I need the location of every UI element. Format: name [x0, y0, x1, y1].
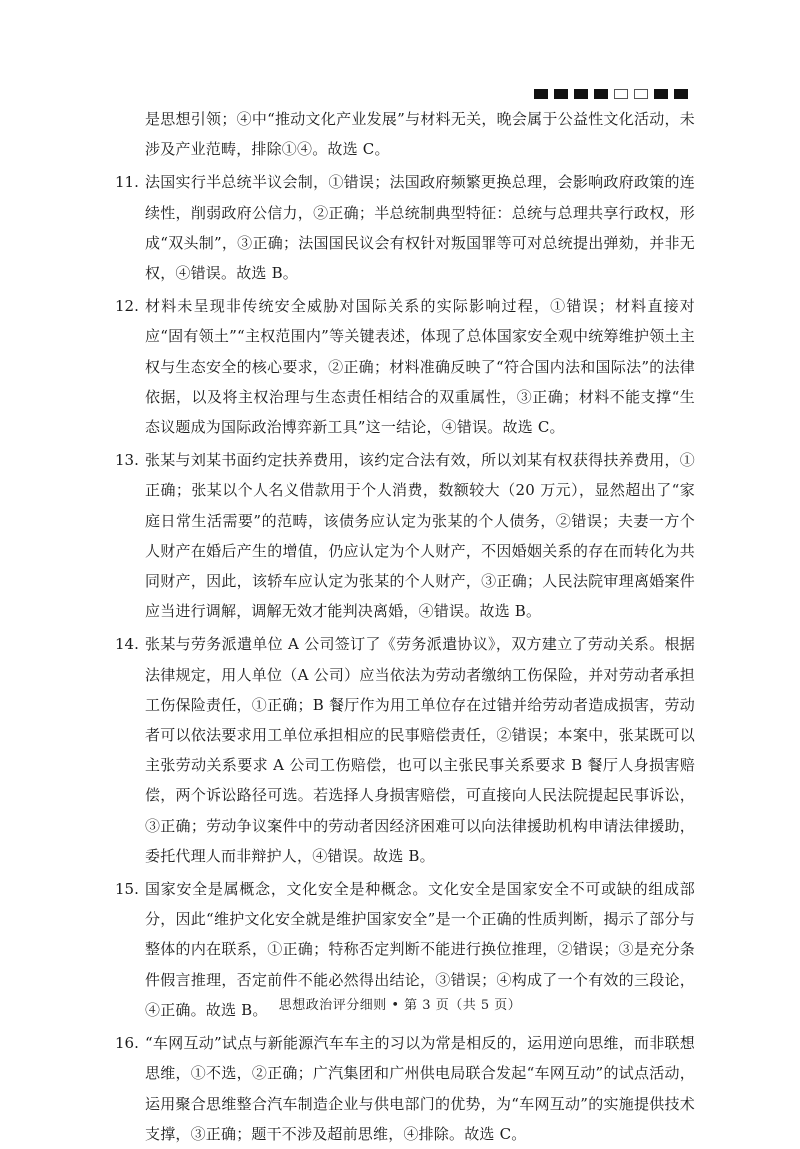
item-text: 材料未呈现非传统安全威胁对国际关系的实际影响过程，①错误；材料直接对应“固有领土”“主权范围内”等关键表述，体现了总体国家安全观中统筹维护领土主权与生态安全的核心要求，②正确；材料准确反映了“符合国内法和国际法”的法律依据，以及将主权治理与生态责任相结合的双重属性，③正确；材料不能支撑“生态议题成为国际政治博弈新工具”这一结论，④错误。故选 C。 — [145, 297, 695, 437]
document-content — [115, 104, 695, 1149]
answer-item-11 — [115, 167, 695, 288]
filled-square-mark — [554, 89, 568, 99]
item-text: “车网互动”试点与新能源汽车车主的习以为常是相反的，运用逆向思维，而非联想思维，①不选，②正确；广汽集团和广州供电局联合发起“车网互动”的试点活动，运用聚合思维整合汽车制造企业与供电部门的优势，为“车网互动”的实施提供技术支撑，③正确；题干不涉及超前思维，④排除。故选 C。 — [145, 1034, 695, 1143]
empty-square-mark — [614, 89, 628, 99]
filled-square-mark — [654, 89, 668, 99]
continuation-paragraph: 是思想引领；④中“推动文化产业发展”与材料无关，晚会属于公益性文化活动，未涉及产业范畴，排除①④。故选 C。 — [145, 110, 695, 159]
item-number: 15. — [115, 880, 139, 899]
filled-square-mark — [594, 89, 608, 99]
answer-item-14 — [115, 629, 695, 871]
page-footer: 思想政治评分细则 • 第 3 页（共 5 页） — [278, 998, 522, 1013]
item-text: 国家安全是属概念，文化安全是种概念。文化安全是国家安全不可或缺的组成部分，因此“维护文化安全就是维护国家安全”是一个正确的性质判断，揭示了部分与整体的内在联系，①正确；特称否定判断不能进行换位推理，②错误；③是充分条件假言推理，否定前件不能必然得出结论，③错误；④构成了一个有效的三段论，④正确。故选 B。 — [145, 880, 695, 1019]
filled-square-mark — [574, 89, 588, 99]
page-header-marks — [534, 89, 688, 99]
item-text: 张某与刘某书面约定扶养费用，该约定合法有效，所以刘某有权获得扶养费用，①正确；张某以个人名义借款用于个人消费，数额较大（20 万元），显然超出了“家庭日常生活需要”的范畴，该债务应认定为张某的个人债务，②错误；夫妻一方个人财产在婚后产生的增值，仍应认定为个人财产，不因婚姻关系的存在而转化为共同财产，因此，该轿车应认定为张某的个人财产，③正确；人民法院审理离婚案件应当进行调解，调解无效才能判决离婚，④错误。故选 B。 — [145, 451, 695, 621]
filled-square-mark — [534, 89, 548, 99]
item-number: 12. — [115, 297, 139, 316]
item-text: 法国实行半总统半议会制，①错误；法国政府频繁更换总理，会影响政府政策的连续性，削弱政府公信力，②正确；半总统制典型特征：总统与总理共享行政权，形成“双头制”，③正确；法国国民议会有权针对叛国罪等可对总统提出弹劾，并非无权，④错误。故选 B。 — [145, 173, 695, 283]
answer-item-12 — [115, 291, 695, 442]
item-number: 13. — [115, 451, 139, 470]
empty-square-mark — [634, 89, 648, 99]
item-number: 16. — [115, 1034, 139, 1053]
answer-item-13 — [115, 445, 695, 626]
item-text: 张某与劳务派遣单位 A 公司签订了《劳务派遣协议》，双方建立了劳动关系。根据法律规定，用人单位（A 公司）应当依法为劳动者缴纳工伤保险，并对劳动者承担工伤保险责任，①正确；B 餐厅作为用工单位存在过错并给劳动者造成损害，劳动者可以依法要求用工单位承担相应的民事赔偿责任，②错误；本案中，张某既可以主张劳动关系要求 A 公司工伤赔偿，也可以主张民事关系要求 B 餐厅人身损害赔偿，两个诉讼路径可选。若选择人身损害赔偿，可直接向人民法院提起民事诉讼，③正确；劳动争议案件中的劳动者因经济困难可以向法律援助机构申请法律援助，委托代理人而非辩护人，④错误。故选 B。 — [145, 635, 695, 865]
item-number: 14. — [115, 635, 139, 654]
filled-square-mark — [674, 89, 688, 99]
item-number: 11. — [115, 173, 139, 192]
